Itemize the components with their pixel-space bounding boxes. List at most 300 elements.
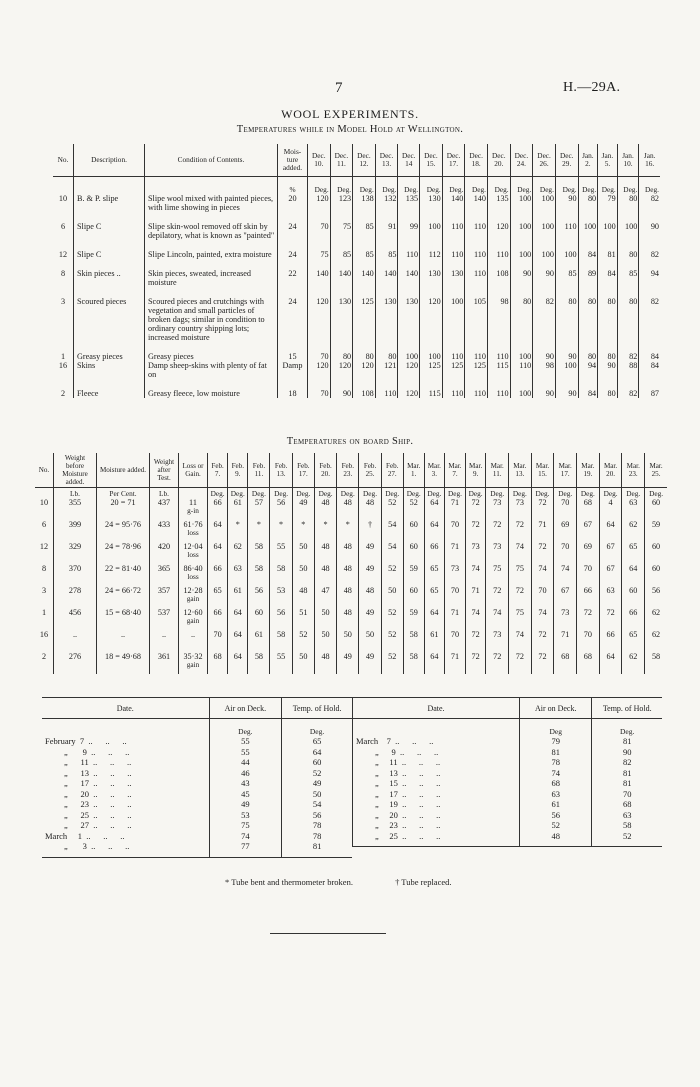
table2-temperature-cell: 64 <box>599 520 622 542</box>
table2-temperature-cell: 72 <box>508 586 531 608</box>
footnote-tube-replaced: † Tube replaced. <box>395 877 452 887</box>
table1-header-cell: Dec. 12. <box>353 144 376 177</box>
table1-temperature-cell: 90 <box>510 259 533 287</box>
table2-unit-cell: Deg. <box>577 488 600 499</box>
table2-temperature-cell: 71 <box>554 630 577 652</box>
table1-temperature-cell: 100 <box>510 342 533 361</box>
table2-header-cell: Feb. 27. <box>381 453 403 488</box>
table2-temperature-cell: 48 <box>314 498 336 520</box>
table3b-date-cell: „ 19 .. .. .. <box>375 799 441 809</box>
table3b-header-cell: Temp. of Hold. <box>592 698 662 719</box>
table2-header-cell: Mar. 11. <box>486 453 509 488</box>
table1-header-cell: Dec. 10. <box>308 144 331 177</box>
table1-unit-cell: Deg. <box>487 177 510 195</box>
table1-temperature-cell: 105 <box>465 287 488 342</box>
table1-row <box>53 259 660 287</box>
table2-temperature-cell: 70 <box>531 586 554 608</box>
table1-temperature-cell: 80 <box>330 342 352 361</box>
table1-temperature-cell: 123 <box>330 194 352 212</box>
table1-temperature-cell: 80 <box>578 342 598 361</box>
table2-temperature-cell: 63 <box>599 586 622 608</box>
table3a-date-cell: „ 20 .. .. .. <box>64 788 132 799</box>
table2-temperature-cell: 66 <box>208 608 228 630</box>
table2-header-cell: Weight before Moisture added. <box>54 453 97 488</box>
table2-unit-cell: Deg. <box>424 488 445 499</box>
table2-temperature-cell: 52 <box>381 498 403 520</box>
table2-header-cell: Mar. 3. <box>424 453 445 488</box>
table3b-air-on-deck-cell: 52 <box>520 820 592 831</box>
table2-temperature-cell: 74 <box>508 630 531 652</box>
table3a-row <box>42 820 352 831</box>
document-reference: H.—29A. <box>563 80 621 95</box>
table2-unit-cell: Deg. <box>622 488 645 499</box>
table1-header-cell: Dec. 26. <box>533 144 556 177</box>
table1-condition-cell: Slipe Lincoln, painted, extra moisture <box>145 240 278 259</box>
table1-row <box>53 240 660 259</box>
table2-header-cell: Feb. 9. <box>228 453 248 488</box>
table2-temperature-cell: 56 <box>645 586 667 608</box>
table1-temperature-cell: 84 <box>598 259 618 287</box>
table2-temperature-cell: 49 <box>359 608 381 630</box>
table3a-date-cell: „ 27 .. .. .. <box>64 820 132 830</box>
table2-temperature-cell: 73 <box>445 564 466 586</box>
table2-temperature-cell: 64 <box>228 608 248 630</box>
table1-no-cell: 2 <box>60 389 66 398</box>
table1-header-cell: Jan. 10. <box>617 144 639 177</box>
table2-temperature-cell: 70 <box>445 630 466 652</box>
table2-unit-cell <box>179 488 208 499</box>
table3b-air-on-deck-cell: 79 <box>520 736 592 747</box>
table2-temperature-cell: 67 <box>599 542 622 564</box>
table1-temperature-cell: 120 <box>308 361 331 379</box>
table3b-air-on-deck-cell: 63 <box>520 789 592 800</box>
table1-temperature-cell: 94 <box>578 361 598 379</box>
table1-temperature-cell: 80 <box>555 287 578 342</box>
table1-temperature-cell: 110 <box>487 379 510 398</box>
table1-moisture-cell: Damp <box>278 361 308 379</box>
table3a-air-on-deck-cell: 45 <box>209 789 282 800</box>
table3b-hold-temp-cell: 68 <box>592 799 662 810</box>
table2-header-cell: Feb. 11. <box>248 453 270 488</box>
table2-temperature-cell: 60 <box>645 564 667 586</box>
table2-temperature-cell: 69 <box>577 542 600 564</box>
table1-temperature-cell: 85 <box>353 240 376 259</box>
table2-row <box>35 498 667 520</box>
table1-header-cell: Condition of Contents. <box>145 144 278 177</box>
table1-temperature-cell: 100 <box>510 212 533 240</box>
table1-header-cell: Dec. 15. <box>420 144 443 177</box>
table2-weight-before-cell: 399 <box>54 520 97 542</box>
table2-temperature-cell: 48 <box>337 542 359 564</box>
table1-temperature-cell: 110 <box>465 240 488 259</box>
table2-subtitle: Temperatures on board Ship. <box>286 436 414 447</box>
table1-temperature-cell: 80 <box>617 287 639 342</box>
table2-unit-cell: Deg. <box>359 488 381 499</box>
table3b-row <box>353 831 663 847</box>
table1-temperature-cell: 100 <box>555 240 578 259</box>
table3a-air-on-deck-cell: 53 <box>209 810 282 821</box>
table2-temperature-cell: 73 <box>486 542 509 564</box>
table1-temperature-cell: 90 <box>555 342 578 361</box>
table2-weight-after-cell: 420 <box>150 542 179 564</box>
table2-temperature-cell: 72 <box>531 630 554 652</box>
table3b-date-cell: „ 13 .. .. .. <box>375 767 441 778</box>
table2-temperature-cell: 50 <box>314 608 336 630</box>
table1-temperature-cell: 110 <box>442 342 465 361</box>
table3b-date-cell: „ 15 .. .. .. <box>375 778 441 788</box>
table3a-hold-temp-cell: 78 <box>282 831 352 842</box>
table1-temperature-cell: 110 <box>442 240 465 259</box>
table3a-date-cell: February 7 .. .. .. <box>45 736 127 746</box>
table1-temperature-cell: 110 <box>465 379 488 398</box>
table3a-air-on-deck-cell: 74 <box>209 831 282 842</box>
table2-loss-gain-cell: 12·04 loss <box>179 542 208 564</box>
table2-temperature-cell: 72 <box>531 498 554 520</box>
table1-temperature-cell: 84 <box>639 361 660 379</box>
table2-temperature-cell: 58 <box>270 630 292 652</box>
table1-condition-cell: Damp sheep-skins with plenty of fat on <box>145 361 278 379</box>
table2-temperature-cell: 61 <box>228 498 248 520</box>
table2-temperature-cell: 52 <box>381 652 403 674</box>
table1-temperature-cell: 138 <box>353 194 376 212</box>
table2-temperature-cell: 72 <box>465 498 486 520</box>
table2-loss-gain-cell: 12·60 gain <box>179 608 208 630</box>
table3a-date-cell: March 1 .. .. .. <box>45 830 125 841</box>
table1-header-cell: Jan. 2. <box>578 144 598 177</box>
table1-header-cell: Dec. 13. <box>375 144 398 177</box>
table2-temperature-cell: 49 <box>337 652 359 674</box>
table1-no-cell: 10 <box>58 194 68 203</box>
table2-temperature-cell: 55 <box>270 652 292 674</box>
table3b-row <box>353 747 663 758</box>
table1-description-cell: Skin pieces .. <box>74 259 145 287</box>
table2-temperature-cell: 65 <box>424 564 445 586</box>
table1-temperature-cell: 80 <box>617 240 639 259</box>
table2-no-cell: 1 <box>41 608 47 617</box>
table2-temperature-cell: 52 <box>381 608 403 630</box>
table2-temperature-cell: 62 <box>228 542 248 564</box>
table1-unit-cell: Deg. <box>442 177 465 195</box>
table2-unit-cell: Deg. <box>445 488 466 499</box>
table1-description-cell: Skins <box>74 361 145 379</box>
table2-temperature-cell: 62 <box>645 608 667 630</box>
table2-unit-cell: Deg. <box>208 488 228 499</box>
table2-temperature-cell: 54 <box>381 542 403 564</box>
table1-temperature-cell: 140 <box>398 259 420 287</box>
table2-header-cell: Weight after Test. <box>150 453 179 488</box>
table3a-hold-temp-cell: 65 <box>282 736 352 747</box>
table2-temperature-cell: 58 <box>248 564 270 586</box>
table1-unit-row <box>53 177 660 195</box>
table3a-row <box>42 768 352 779</box>
table3a-air-on-deck-cell: 43 <box>209 778 282 789</box>
table1-temperature-cell: 120 <box>398 379 420 398</box>
table2-temperature-cell: 51 <box>292 608 314 630</box>
table2-temperature-cell: 75 <box>508 564 531 586</box>
table2-temperature-cell: 58 <box>403 630 424 652</box>
table2-unit-cell: Deg. <box>554 488 577 499</box>
table2-unit-cell: Deg. <box>337 488 359 499</box>
table1-temperature-cell: 121 <box>375 361 398 379</box>
table1-temperature-cell: 110 <box>487 240 510 259</box>
table1-temperature-cell: 125 <box>420 361 443 379</box>
table1-moisture-cell: 15 <box>278 342 308 361</box>
table1-unit-cell: Deg. <box>353 177 376 195</box>
table1-description-cell: Greasy pieces <box>74 342 145 361</box>
table2-temperature-cell: 58 <box>403 652 424 674</box>
table1-temperature-cell: 75 <box>330 212 352 240</box>
table3a-air-on-deck-cell: 75 <box>209 820 282 831</box>
table1-temperature-cell: 120 <box>353 361 376 379</box>
table1-temperature-cell: 120 <box>308 287 331 342</box>
table3b-date-cell: „ 25 .. .. .. <box>353 831 520 847</box>
table2-loss-gain-cell: .. <box>179 630 208 652</box>
table2-loss-gain-note: gain <box>186 594 200 603</box>
table1-temperature-cell: 115 <box>420 379 443 398</box>
table3b-unit-cell <box>353 719 520 737</box>
table2-unit-cell: Deg. <box>270 488 292 499</box>
table1-temperature-cell: 80 <box>598 379 618 398</box>
table1-temperature-cell: 100 <box>617 212 639 240</box>
table3b-unit-row <box>353 719 663 737</box>
table1-temperature-cell: 115 <box>487 361 510 379</box>
table1-temperature-cell: 112 <box>420 240 443 259</box>
table2-row <box>35 630 667 652</box>
table2-moisture-cell: 24 = 66·72 <box>97 586 150 608</box>
table3a-row <box>42 810 352 821</box>
table1-no-cell: 12 <box>58 250 68 259</box>
deck-hold-temperature-table-mar <box>352 697 662 847</box>
table3b-date-cell: March 7 .. .. .. <box>356 736 434 746</box>
table2-moisture-cell: 24 = 78·96 <box>97 542 150 564</box>
table3b-air-on-deck-cell: 61 <box>520 799 592 810</box>
table3b-air-on-deck-cell: 78 <box>520 757 592 768</box>
table2-temperature-cell: 72 <box>599 608 622 630</box>
table2-temperature-cell: * <box>270 520 292 542</box>
table2-unit-cell: Deg. <box>381 488 403 499</box>
table2-temperature-cell: 67 <box>599 564 622 586</box>
table2-loss-gain-note: loss <box>187 528 199 537</box>
table1-temperature-cell: 75 <box>308 240 331 259</box>
table2-unit-cell: Deg. <box>403 488 424 499</box>
table1-temperature-cell: 135 <box>487 194 510 212</box>
table2-temperature-cell: 72 <box>577 608 600 630</box>
table2-temperature-cell: 65 <box>424 586 445 608</box>
table3a-date-cell: „ 11 .. .. .. <box>64 757 132 767</box>
table1-header-cell: Dec. 11. <box>330 144 352 177</box>
table1-description-cell: Scoured pieces <box>74 287 145 342</box>
table1-unit-cell: Deg. <box>578 177 598 195</box>
table1-temperature-cell: 84 <box>578 379 598 398</box>
table2-temperature-cell: 53 <box>270 586 292 608</box>
table2-temperature-cell: 60 <box>248 608 270 630</box>
table1-condition-cell: Greasy fleece, low moisture <box>145 379 278 398</box>
table1-temperature-cell: 100 <box>555 361 578 379</box>
table3a-air-on-deck-cell: 44 <box>209 757 282 768</box>
table2-temperature-cell: 4 <box>599 498 622 520</box>
table3b-hold-temp-cell: 63 <box>592 810 662 821</box>
table1-moisture-cell: 22 <box>278 259 308 287</box>
table2-temperature-cell: 63 <box>622 498 645 520</box>
table2-loss-gain-cell: 61·76 loss <box>179 520 208 542</box>
table3b-header-cell: Air on Deck. <box>520 698 592 719</box>
table2-temperature-cell: 49 <box>359 652 381 674</box>
table2-temperature-cell: 64 <box>599 652 622 674</box>
table2-temperature-cell: 71 <box>445 608 466 630</box>
table1-unit-cell: Deg. <box>598 177 618 195</box>
table3b-date-cell: „ 11 .. .. .. <box>375 757 441 767</box>
table1-temperature-cell: 90 <box>533 379 556 398</box>
table1-temperature-cell: 85 <box>617 259 639 287</box>
table1-header-cell: Jan. 5. <box>598 144 618 177</box>
table2-temperature-cell: 62 <box>622 652 645 674</box>
table1-header-cell: Dec. 24. <box>510 144 533 177</box>
table1-temperature-cell: 80 <box>578 194 598 212</box>
table1-temperature-cell: 90 <box>555 194 578 212</box>
table1-temperature-cell: 99 <box>398 212 420 240</box>
table2-loss-gain-note: gain <box>186 616 200 625</box>
table1-temperature-cell: 100 <box>578 212 598 240</box>
table2-temperature-cell: 74 <box>531 564 554 586</box>
table1-temperature-cell: 90 <box>639 212 660 240</box>
table1-header-cell: Dec. 17. <box>442 144 465 177</box>
table2-temperature-cell: 52 <box>381 564 403 586</box>
table2-temperature-cell: 55 <box>270 542 292 564</box>
table1-temperature-cell: 90 <box>555 379 578 398</box>
table1-temperature-cell: 80 <box>510 287 533 342</box>
table3a-hold-temp-cell: 52 <box>282 768 352 779</box>
table2-unit-cell: Deg. <box>531 488 554 499</box>
table3a-hold-temp-cell: 60 <box>282 757 352 768</box>
table1-temperature-cell: 80 <box>598 342 618 361</box>
table3a-hold-temp-cell: 49 <box>282 778 352 789</box>
table2-temperature-cell: 48 <box>314 564 336 586</box>
table2-temperature-cell: 75 <box>508 608 531 630</box>
table2-no-cell: 2 <box>41 652 47 661</box>
table2-header-cell: No. <box>35 453 54 488</box>
table3a-air-on-deck-cell: 46 <box>209 768 282 779</box>
table2-temperature-cell: 56 <box>248 586 270 608</box>
table2-header-cell: Loss or Gain. <box>179 453 208 488</box>
table2-temperature-cell: 60 <box>622 586 645 608</box>
table3a-row <box>42 757 352 768</box>
page-number: 7 <box>335 80 343 96</box>
table2-temperature-cell: 74 <box>465 564 486 586</box>
table2-unit-cell: Deg. <box>292 488 314 499</box>
table1-temperature-cell: 70 <box>308 379 331 398</box>
table3b-air-on-deck-cell: 48 <box>520 831 592 847</box>
table2-temperature-cell: 68 <box>208 652 228 674</box>
table2-header-cell: Mar. 19. <box>577 453 600 488</box>
table1-temperature-cell: 79 <box>598 194 618 212</box>
table2-weight-after-cell: 365 <box>150 564 179 586</box>
table1-temperature-cell: 100 <box>533 212 556 240</box>
table2-temperature-cell: 52 <box>292 630 314 652</box>
table1-temperature-cell: 110 <box>442 212 465 240</box>
table1-unit-cell <box>74 177 145 195</box>
table2-temperature-cell: 60 <box>403 542 424 564</box>
table1-temperature-cell: 130 <box>375 287 398 342</box>
table1-no-cell: 3 <box>60 297 66 306</box>
table1-moisture-cell: 20 <box>278 194 308 212</box>
table3b-air-on-deck-cell: 68 <box>520 778 592 789</box>
table1-row <box>53 379 660 398</box>
table1-temperature-cell: 100 <box>398 342 420 361</box>
table1-temperature-cell: 110 <box>465 342 488 361</box>
table2-temperature-cell: * <box>228 520 248 542</box>
table3a-hold-temp-cell: 64 <box>282 747 352 758</box>
table1-temperature-cell: 70 <box>308 342 331 361</box>
table3b-air-on-deck-cell: 74 <box>520 768 592 779</box>
table1-temperature-cell: 84 <box>578 240 598 259</box>
table2-temperature-cell: 72 <box>465 520 486 542</box>
table1-temperature-cell: 110 <box>510 361 533 379</box>
table3b-hold-temp-cell: 58 <box>592 820 662 831</box>
table1-unit-cell: % <box>278 177 308 195</box>
table3b-date-cell: „ 9 .. .. .. <box>375 746 439 757</box>
table1-temperature-cell: 82 <box>639 194 660 212</box>
table1-temperature-cell: 80 <box>617 194 639 212</box>
table2-temperature-cell: 74 <box>508 542 531 564</box>
table2-temperature-cell: 58 <box>645 652 667 674</box>
table2-unit-row <box>35 488 667 499</box>
table2-temperature-cell: 75 <box>486 564 509 586</box>
table1-row <box>53 287 660 342</box>
table1-temperature-cell: 120 <box>330 361 352 379</box>
table1-unit-cell: Deg. <box>639 177 660 195</box>
deck-hold-temperature-table-feb <box>42 697 352 858</box>
table1-temperature-cell: 80 <box>353 342 376 361</box>
table1-temperature-cell: 100 <box>420 342 443 361</box>
table3a-unit-cell: Deg. <box>282 719 352 737</box>
table2-weight-before-cell: 276 <box>54 652 97 674</box>
table1-temperature-cell: 110 <box>465 259 488 287</box>
table2-header-cell: Mar. 9. <box>465 453 486 488</box>
table3a-unit-cell: Deg. <box>209 719 282 737</box>
table2-unit-cell: Deg. <box>465 488 486 499</box>
table2-temperature-cell: 73 <box>486 498 509 520</box>
table2-temperature-cell: 67 <box>577 520 600 542</box>
table3a-hold-temp-cell: 54 <box>282 799 352 810</box>
table2-unit-cell: Deg. <box>314 488 336 499</box>
table2-temperature-cell: 64 <box>208 542 228 564</box>
table3b-hold-temp-cell: 82 <box>592 757 662 768</box>
table2-temperature-cell: 60 <box>403 520 424 542</box>
table2-temperature-cell: 73 <box>465 542 486 564</box>
table1-unit-cell: Deg. <box>398 177 420 195</box>
table2-temperature-cell: † <box>359 520 381 542</box>
table1-temperature-cell: 80 <box>375 342 398 361</box>
table2-temperature-cell: 58 <box>248 652 270 674</box>
table2-header-cell: Feb. 7. <box>208 453 228 488</box>
table3a-air-on-deck-cell: 55 <box>209 747 282 758</box>
table2-weight-before-cell: 329 <box>54 542 97 564</box>
table1-unit-cell <box>53 177 74 195</box>
table2-no-cell: 10 <box>39 498 49 507</box>
table1-temperature-cell: 120 <box>398 361 420 379</box>
table2-temperature-cell: 49 <box>359 542 381 564</box>
table3b-row <box>353 768 663 779</box>
table2-header-cell: Feb. 20. <box>314 453 336 488</box>
table2-temperature-cell: 64 <box>424 498 445 520</box>
table1-header-cell: Dec. 18. <box>465 144 488 177</box>
table3a-row <box>42 747 352 758</box>
table2-temperature-cell: 72 <box>486 652 509 674</box>
table2-temperature-cell: 54 <box>381 520 403 542</box>
table2-temperature-cell: 64 <box>208 520 228 542</box>
table3b-date-cell: „ 23 .. .. .. <box>375 820 441 830</box>
table2-temperature-cell: 56 <box>270 608 292 630</box>
